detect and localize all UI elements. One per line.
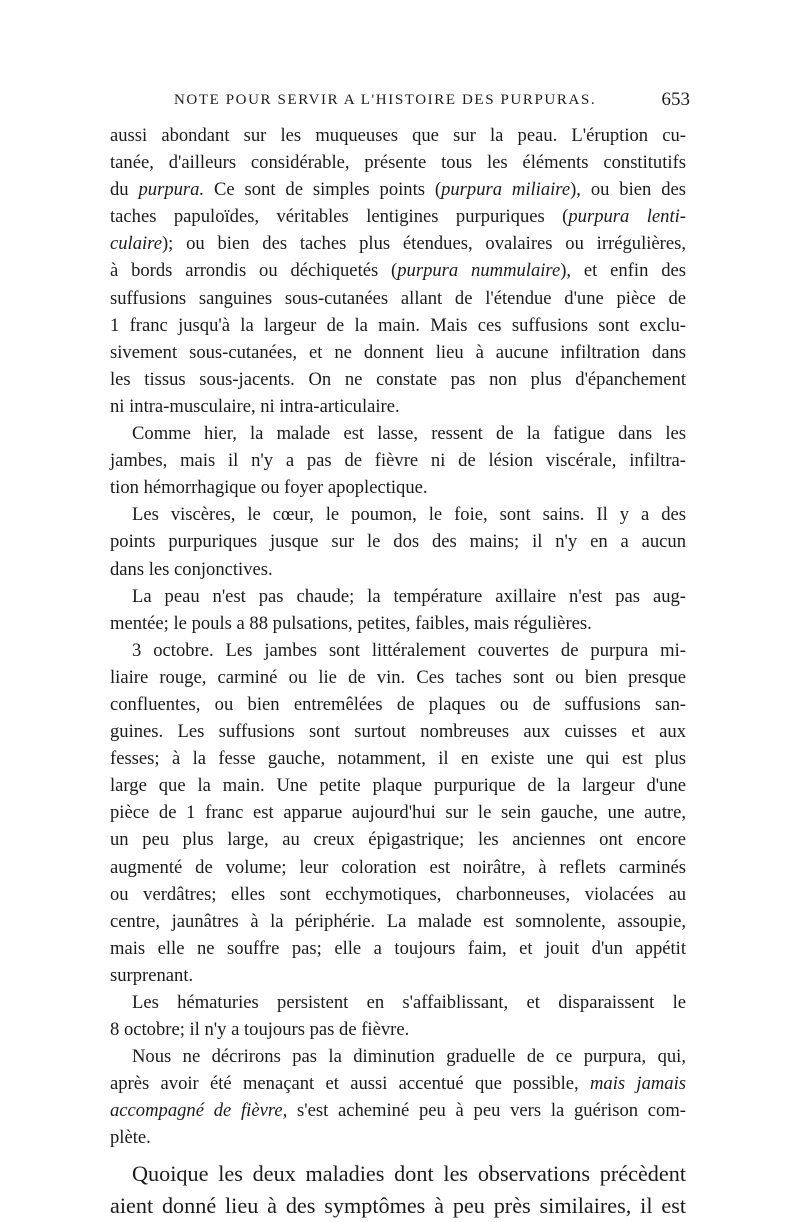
text-line: aussi abondant sur les muqueuses que sur la peau. L'éruption cu- xyxy=(110,125,686,146)
text-line: pièce de 1 franc est apparue aujourd'hui sur le sein gauche, une autre, xyxy=(110,802,686,824)
text-line: mais elle ne souffre pas; elle a toujours faim, et jouit d'un appétit xyxy=(110,937,686,959)
text-line: Les hématuries persistent en s'affaiblissant, et disparaissent le xyxy=(132,992,686,1013)
text-line: culaire); ou bien des taches plus étendues, ovalaires ou irrégulières, xyxy=(110,233,686,255)
text-line: sivement sous-cutanées, et ne donnent lieu à aucune infiltration dans xyxy=(110,341,686,363)
text-line: à bords arrondis ou déchiquetés (purpura nummulaire), et enfin des xyxy=(110,260,687,282)
text-line: fesses; à la fesse gauche, notamment, il en existe une qui est plus xyxy=(110,748,686,770)
text-line: mentée; le pouls a 88 pulsations, petites, faibles, mais régulières. xyxy=(110,612,592,634)
closing-paragraph xyxy=(110,1158,686,1222)
page-header xyxy=(110,89,690,122)
text-line: plète. xyxy=(110,1127,151,1149)
text-line: 3 octobre. Les jambes sont littéralement couvertes de purpura mi- xyxy=(132,639,686,661)
book-page xyxy=(110,89,690,1222)
big-text-line: aient donné lieu à des symptômes à peu près similaires, il est xyxy=(110,1192,686,1218)
text-line: un peu plus large, au creux épigastrique; les anciennes ont encore xyxy=(110,829,686,851)
text-line: dans les conjonctives. xyxy=(110,558,273,580)
text-line: Comme hier, la malade est lasse, ressent de la fatigue dans les xyxy=(132,423,686,445)
text-line: confluentes, ou bien entremêlées de plaques ou de suffusions san- xyxy=(110,693,686,715)
text-line: tion hémorrhagique ou foyer apoplectique. xyxy=(110,477,428,499)
text-line: tanée, d'ailleurs considérable, présente tous les éléments constitutifs xyxy=(110,152,686,174)
text-line: les tissus sous-jacents. On ne constate pas non plus d'épanchement xyxy=(110,368,686,390)
text-line: accompagné de fièvre, s'est acheminé peu à peu vers la guérison com- xyxy=(110,1100,686,1122)
text-line: suffusions sanguines sous-cutanées allant de l'étendue d'une pièce de xyxy=(110,287,686,309)
text-line: 8 octobre; il n'y a toujours pas de fièvre. xyxy=(110,1019,410,1041)
text-line: du purpura. Ce sont de simples points (purpura miliaire), ou bien des xyxy=(110,179,686,201)
text-line: après avoir été menaçant et aussi accentué que possible, mais jamais xyxy=(110,1073,687,1095)
text-line: jambes, mais il n'y a pas de fièvre ni de lésion viscérale, infiltra- xyxy=(110,450,686,472)
text-line: augmenté de volume; leur coloration est noirâtre, à reflets carminés xyxy=(110,856,686,878)
big-text-line: Quoique les deux maladies dont les observations précèdent xyxy=(132,1160,686,1186)
body-text xyxy=(110,122,686,1152)
text-line: Nous ne décrirons pas la diminution graduelle de ce purpura, qui, xyxy=(132,1046,686,1068)
text-line: 1 franc jusqu'à la largeur de la main. Mais ces suffusions sont exclu- xyxy=(110,314,686,336)
text-line: ni intra-musculaire, ni intra-articulaire. xyxy=(110,395,400,417)
text-line: centre, jaunâtres à la périphérie. La malade est somnolente, assoupie, xyxy=(110,910,686,932)
page-number: 653 xyxy=(661,89,690,110)
text-line: large que la main. Une petite plaque purpurique de la largeur d'une xyxy=(110,775,686,797)
text-line: ou verdâtres; elles sont ecchymotiques, charbonneuses, violacées au xyxy=(110,883,686,905)
text-line: points purpuriques jusque sur le dos des mains; il n'y en a aucun xyxy=(110,531,686,553)
running-head: NOTE POUR SERVIR A L'HISTOIRE DES PURPURAS. xyxy=(174,92,597,108)
text-line: La peau n'est pas chaude; la température axillaire n'est pas aug- xyxy=(132,585,686,607)
text-line: Les viscères, le cœur, le poumon, le foie, sont sains. Il y a des xyxy=(132,504,686,526)
text-line: surprenant. xyxy=(110,964,194,986)
text-line: guines. Les suffusions sont surtout nombreuses aux cuisses et aux xyxy=(110,721,686,743)
text-line: taches papuloïdes, véritables lentigines purpuriques (purpura lenti- xyxy=(110,206,686,228)
text-line: liaire rouge, carminé ou lie de vin. Ces taches sont ou bien presque xyxy=(110,666,686,688)
